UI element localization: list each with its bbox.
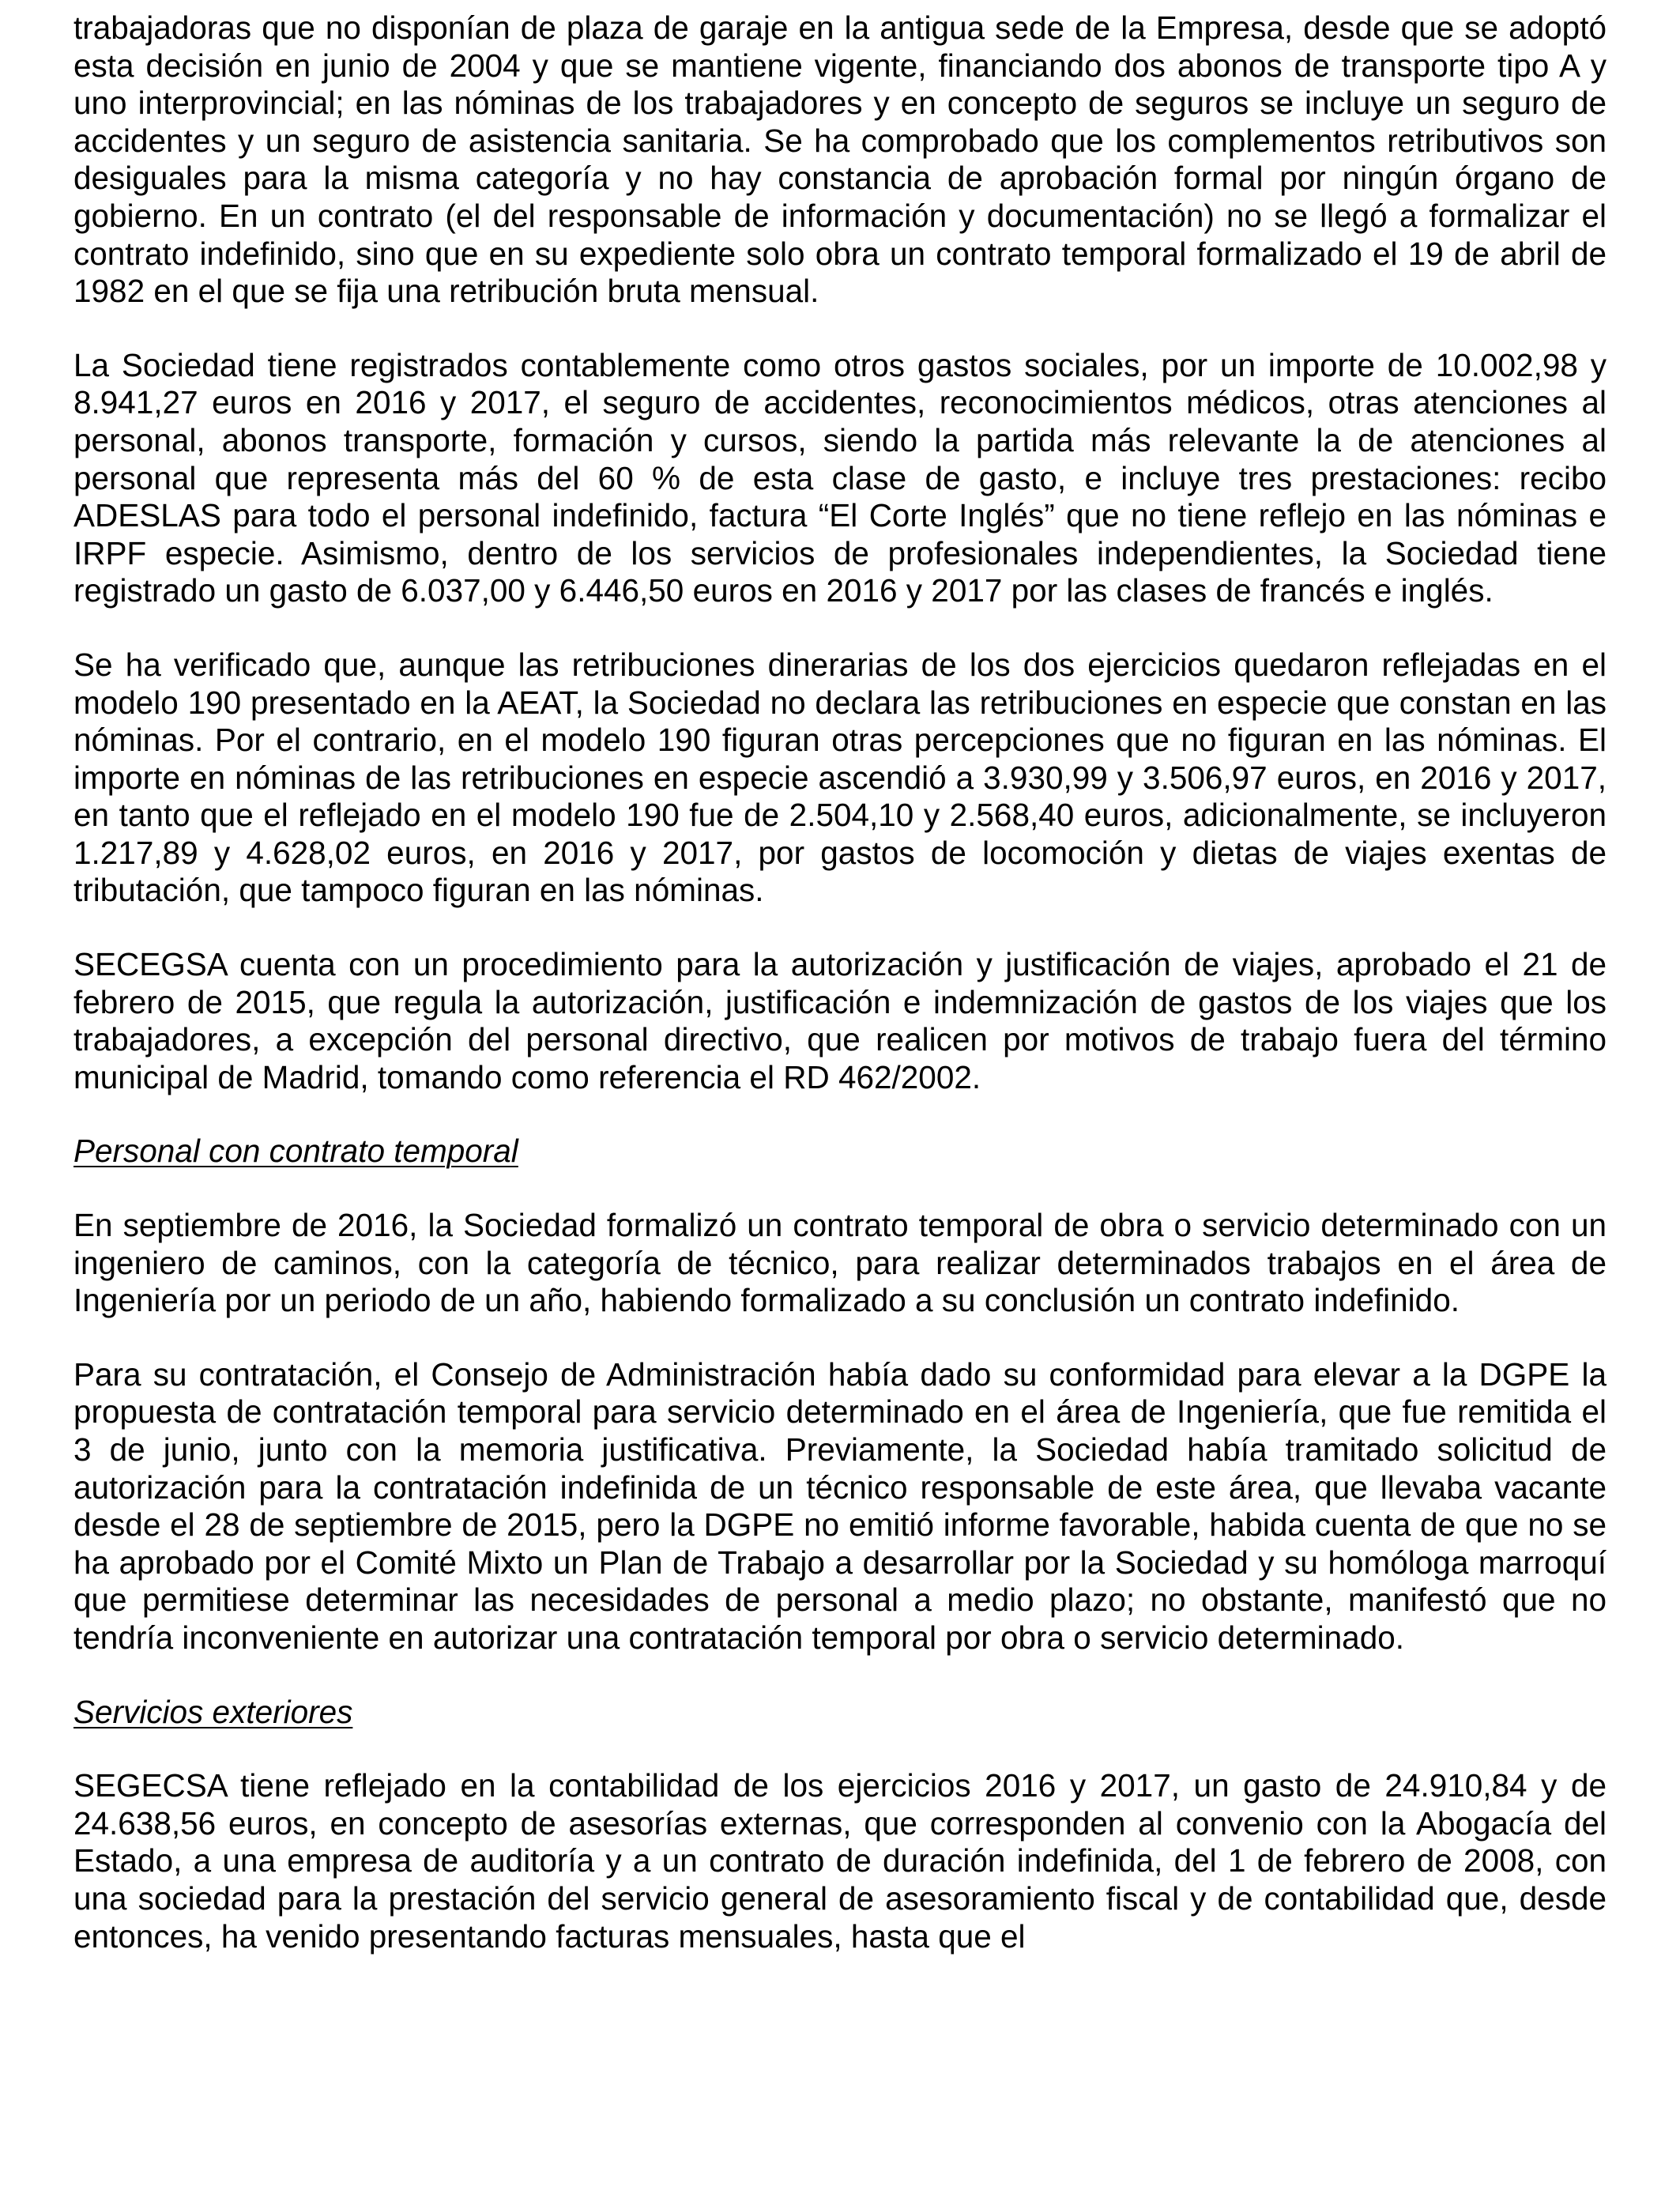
paragraph-garage-and-insurance: trabajadoras que no disponían de plaza de garaje en la antigua sede de la Empresa, desde que se adoptó esta decisión en junio de 2004 y que se mantiene vigente, financiando dos abonos de transporte tipo A y uno interprovincial; en las nóminas de los trabajadores y en concepto de seguros se incluye un seguro de accidentes y un seguro de asistencia sanitaria. Se ha comprobado que los complementos retributivos son desiguales para la misma categoría y no hay constancia de aprobación formal por ningún órgano de gobierno. En un contrato (el del responsable de información y documentación) no se llegó a formalizar el contrato indefinido, sino que en su expediente solo obra un contrato temporal formalizado el 19 de abril de 1982 en el que se fija una retribución bruta mensual.: [73, 9, 1607, 310]
paragraph-modelo-190: Se ha verificado que, aunque las retribuciones dinerarias de los dos ejercicios quedaron reflejadas en el modelo 190 presentado en la AEAT, la Sociedad no declara las retribuciones en especie que constan en las nóminas. Por el contrario, en el modelo 190 figuran otras percepciones que no figuran en las nóminas. El importe en nóminas de las retribuciones en especie ascendió a 3.930,99 y 3.506,97 euros, en 2016 y 2017, en tanto que el reflejado en el modelo 190 fue de 2.504,10 y 2.568,40 euros, adicionalmente, se incluyeron 1.217,89 y 4.628,02 euros, en 2016 y 2017, por gastos de locomoción y dietas de viajes exentas de tributación, que tampoco figuran en las nóminas.: [73, 646, 1607, 909]
paragraph-social-expenses: La Sociedad tiene registrados contablemente como otros gastos sociales, por un importe de 10.002,98 y 8.941,27 euros en 2016 y 2017, el seguro de accidentes, reconocimientos médicos, otras atenciones al personal, abonos transporte, formación y cursos, siendo la partida más relevante la de atenciones al personal que representa más del 60 % de esta clase de gasto, e incluye tres prestaciones: recibo ADESLAS para todo el personal indefinido, factura “El Corte Inglés” que no tiene reflejo en las nóminas e IRPF especie. Asimismo, dentro de los servicios de profesionales independientes, la Sociedad tiene registrado un gasto de 6.037,00 y 6.446,50 euros en 2016 y 2017 por las clases de francés e inglés.: [73, 346, 1607, 609]
heading-servicios-exteriores: Servicios exteriores: [73, 1693, 353, 1730]
paragraph-temporary-contract: En septiembre de 2016, la Sociedad formalizó un contrato temporal de obra o servicio determinado con un ingeniero de caminos, con la categoría de técnico, para realizar determinados trabajos en el área de Ingeniería por un periodo de un año, habiendo formalizado a su conclusión un contrato indefinido.: [73, 1207, 1607, 1319]
heading-personal-temporal: Personal con contrato temporal: [73, 1133, 518, 1170]
paragraph-travel-procedure: SECEGSA cuenta con un procedimiento para la autorización y justificación de viajes, aprobado el 21 de febrero de 2015, que regula la autorización, justificación e indemnización de gastos de los viajes que los trabajadores, a excepción del personal directivo, que realicen por motivos de trabajo fuera del término municipal de Madrid, tomando como referencia el RD 462/2002.: [73, 946, 1607, 1095]
document-page: [73, 9, 1607, 1955]
paragraph-external-advisory: SEGECSA tiene reflejado en la contabilidad de los ejercicios 2016 y 2017, un gasto de 24.910,84 y de 24.638,56 euros, en concepto de asesorías externas, que corresponden al convenio con la Abogacía del Estado, a una empresa de auditoría y a un contrato de duración indefinida, del 1 de febrero de 2008, con una sociedad para la prestación del servicio general de asesoramiento fiscal y de contabilidad que, desde entonces, ha venido presentando facturas mensuales, hasta que el: [73, 1767, 1607, 1955]
paragraph-hiring-approval: Para su contratación, el Consejo de Administración había dado su conformidad para elevar a la DGPE la propuesta de contratación temporal para servicio determinado en el área de Ingeniería, que fue remitida el 3 de junio, junto con la memoria justificativa. Previamente, la Sociedad había tramitado solicitud de autorización para la contratación indefinida de un técnico responsable de este área, que llevaba vacante desde el 28 de septiembre de 2015, pero la DGPE no emitió informe favorable, habida cuenta de que no se ha aprobado por el Comité Mixto un Plan de Trabajo a desarrollar por la Sociedad y su homóloga marroquí que permitiese determinar las necesidades de personal a medio plazo; no obstante, manifestó que no tendría inconveniente en autorizar una contratación temporal por obra o servicio determinado.: [73, 1355, 1607, 1656]
